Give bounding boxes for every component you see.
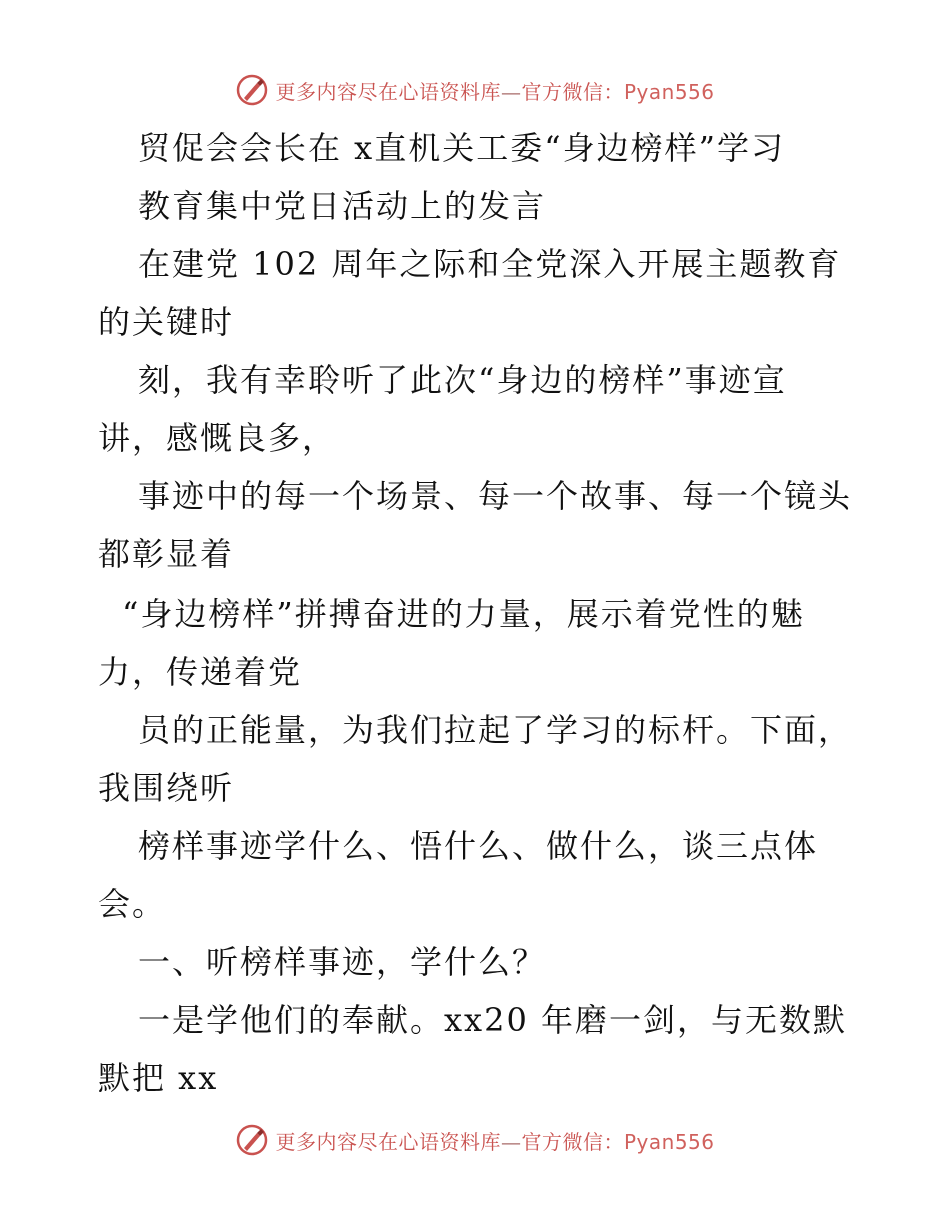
watermark-brand: 更多内容尽在心语资料库 (275, 79, 501, 104)
doc-line: 在建党 102 周年之际和全党深入开展主题教育 (138, 245, 842, 283)
doc-line: 贸促会会长在 x直机关工委“身边榜样”学习 (138, 129, 785, 167)
doc-line: 都彰显着 (98, 535, 235, 573)
doc-line: 刻，我有幸聆听了此次“身边的榜样”事迹宣 (138, 361, 787, 399)
doc-line: 一是学他们的奉献。xx20 年磨一剑，与无数默 (138, 1001, 847, 1039)
doc-line: 力，传递着党 (98, 653, 303, 691)
doc-line: 一、听榜样事迹，学什么？ (138, 943, 547, 981)
doc-line: 员的正能量，为我们拉起了学习的标杆。下面， (138, 711, 853, 749)
doc-line: 默把 xx (98, 1059, 219, 1097)
watermark-brand: 更多内容尽在心语资料库 (275, 1129, 501, 1154)
doc-line: 榜样事迹学什么、悟什么、做什么，谈三点体 (138, 827, 819, 865)
doc-line: 会。 (98, 885, 167, 923)
doc-line: 教育集中党日活动上的发言 (138, 187, 547, 225)
watermark-id: Pyan556 (623, 1129, 715, 1154)
pen-logo-icon (235, 1123, 269, 1157)
watermark-separator: — (500, 79, 522, 104)
watermark-id: Pyan556 (623, 79, 715, 104)
doc-line: 我围绕听 (98, 769, 235, 807)
watermark-label: 官方微信： (521, 79, 624, 104)
doc-line: 事迹中的每一个场景、每一个故事、每一个镜头 (138, 477, 853, 515)
doc-line: “身边榜样”拼搏奋进的力量，展示着党性的魅 (122, 595, 805, 633)
doc-line: 的关键时 (98, 303, 235, 341)
doc-line: 讲，感慨良多， (98, 419, 337, 457)
watermark-separator: — (500, 1129, 522, 1154)
footer-watermark (0, 1120, 950, 1160)
watermark-label: 官方微信： (521, 1129, 624, 1154)
